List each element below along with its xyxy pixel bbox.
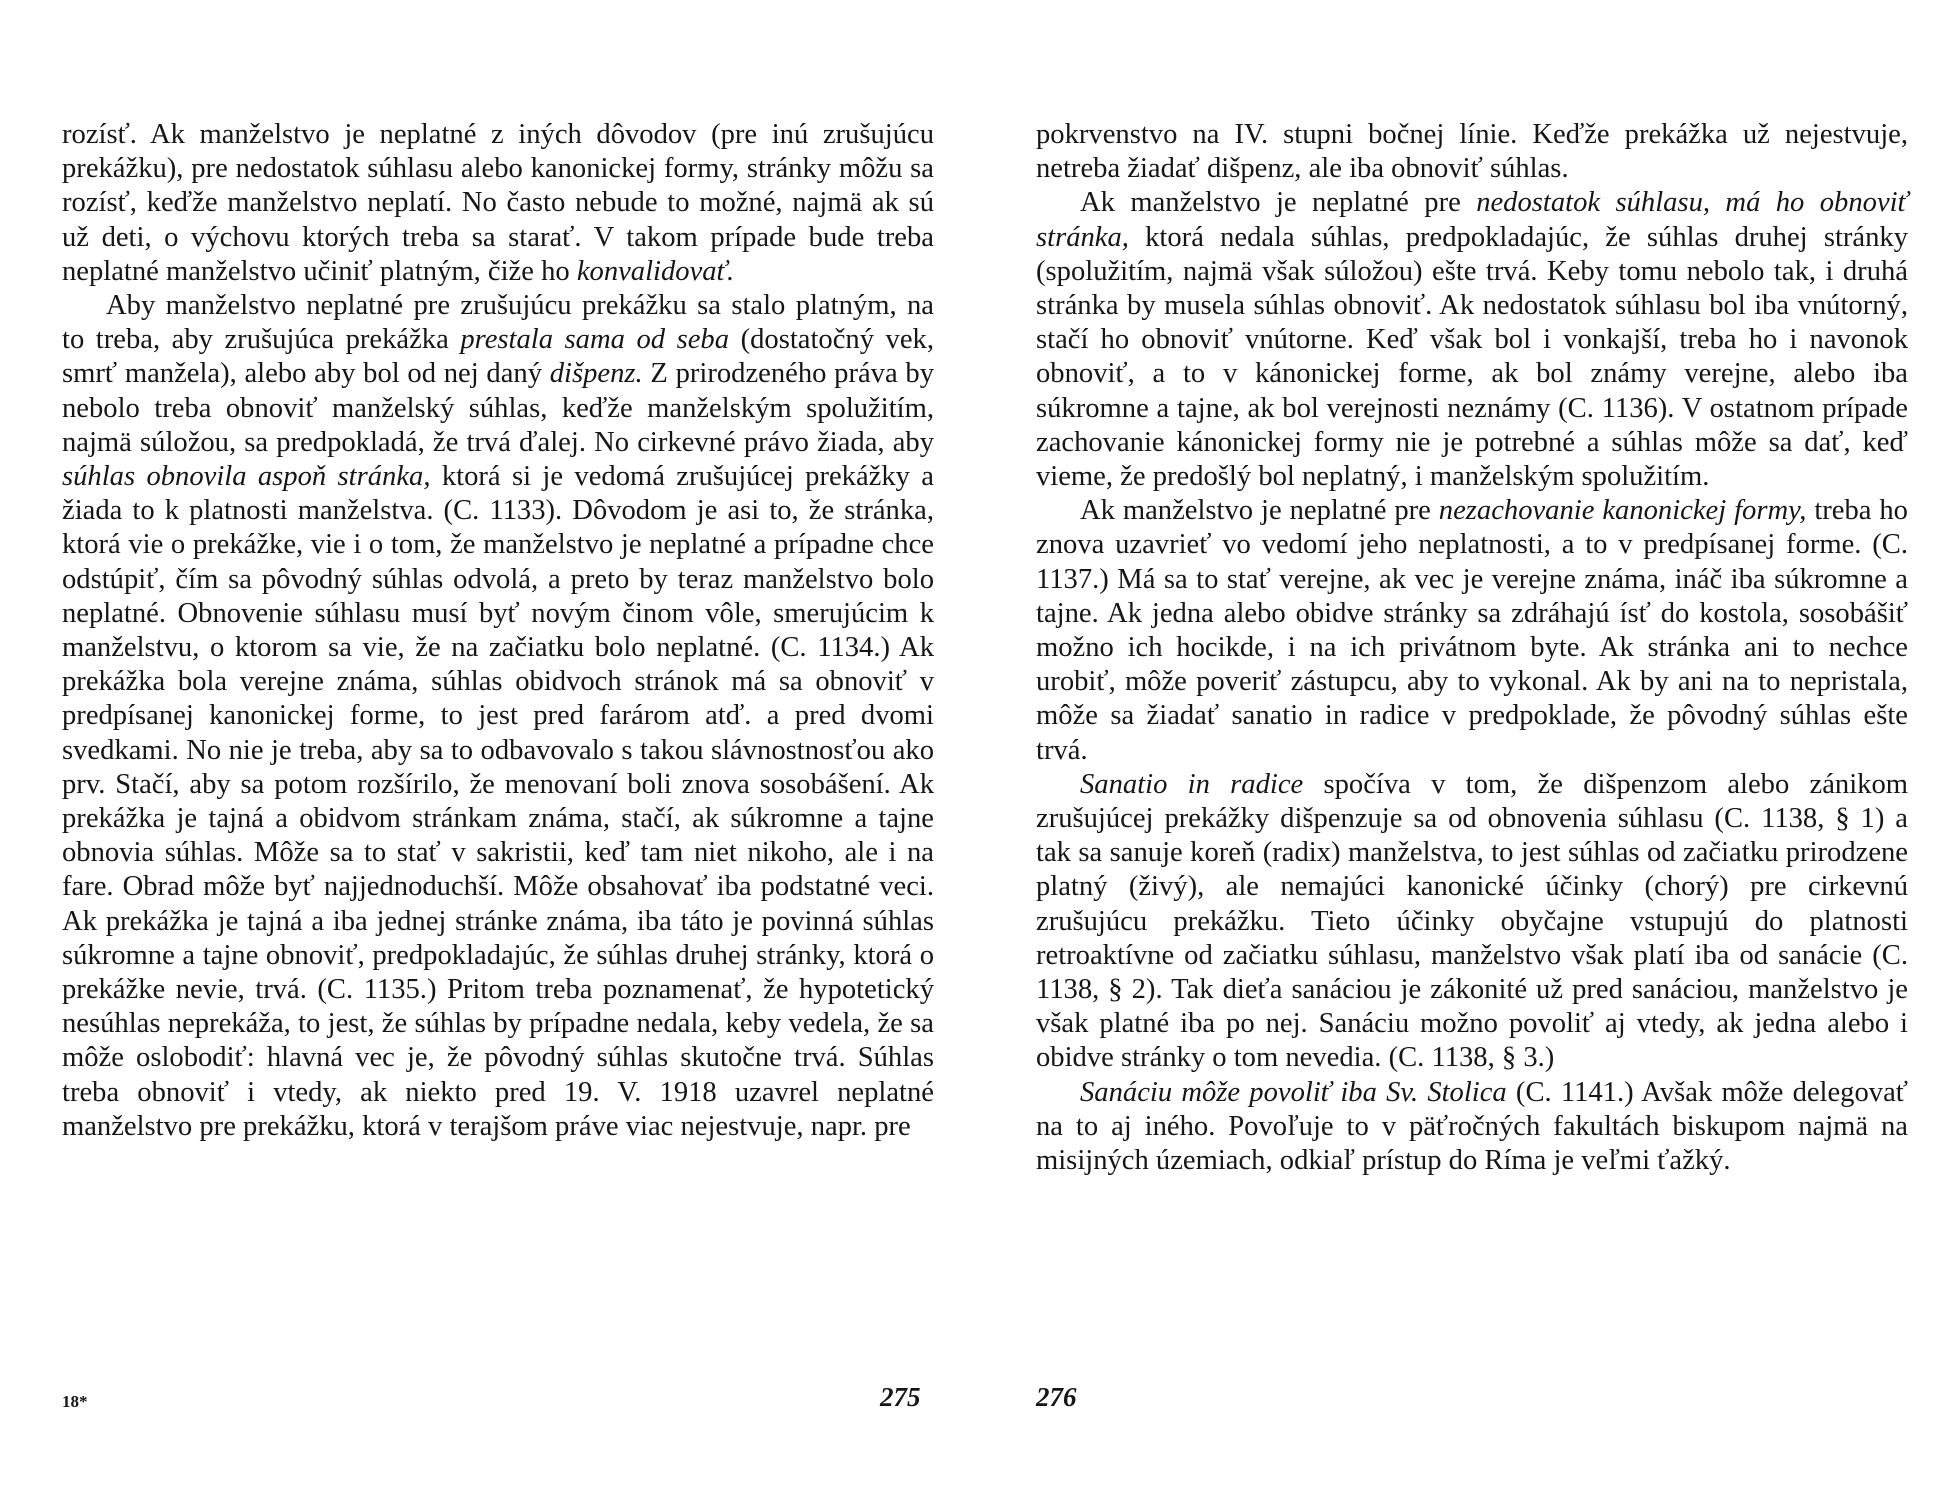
paragraph	[1036, 118, 1908, 186]
text-run: Ak manželstvo je neplatné pre	[1080, 187, 1477, 219]
paragraph	[1036, 186, 1908, 494]
page-number-right: 276	[1036, 1382, 1077, 1412]
italic-phrase: Sanatio in radice	[1080, 768, 1304, 800]
italic-phrase: dišpenz.	[549, 358, 643, 390]
right-page-text	[1036, 118, 1908, 1178]
text-run: (dostatočný vek, smrť manžela), alebo aby bol od nej daný	[62, 324, 934, 390]
text-run: Ak manželstvo je neplatné pre	[1080, 495, 1439, 527]
signature-mark: 18*	[62, 1392, 88, 1411]
text-run: ktorá nedala súhlas, predpokladajúc, že súhlas druhej stránky (spolužitím, najmä však súložou) ešte trvá. Keby tomu nebolo tak, i druhá stránka by musela súhlas obnoviť. Ak nedostatok súhlasu bol iba vnútorný, stačí ho obnoviť vnútorne. Keď však bol i vonkajší, treba ho i navonok obnoviť, a to v kánonickej forme, ak bol známy verejne, alebo iba súkromne a tajne, ak bol verejnosti neznámy (C. 1136). V ostatnom prípade zachovanie kánonickej formy nie je potrebné a súhlas môže sa dať, keď vieme, že predošlý bol neplatný, i manželským spolužitím.	[1036, 221, 1908, 493]
italic-phrase: nezachovanie kanonickej formy,	[1438, 495, 1807, 527]
page-number-left: 275	[880, 1382, 921, 1412]
italic-phrase: nedostatok súhlasu, má ho obnoviť stránka,	[1036, 187, 1908, 253]
text-run: treba ho znova uzavrieť vo vedomí jeho neplatnosti, a to v predpísanej forme. (C. 1137.) Má sa to stať verejne, ak vec je verejne známa, ináč iba súkromne a tajne. Ak jedna alebo obidve stránky sa zdráhajú ísť do kostola, sosobášiť možno ich hocikde, i na ich privátnom byte. Ak stránka ani to nechce urobiť, môže poveriť zástupcu, aby to vykonal. Ak by ani na to nepristala, môže sa žiadať sanatio in radice v predpoklade, že pôvodný súhlas ešte trvá.	[1036, 495, 1908, 766]
right-page	[1036, 118, 1908, 1178]
left-page	[62, 118, 934, 1144]
italic-phrase: prestala sama od seba	[460, 324, 730, 356]
italic-phrase: konvalidovať.	[576, 255, 735, 287]
text-run: pokrvenstvo na IV. stupni bočnej línie. Keďže prekážka už nejestvuje, netreba žiadať dišpenz, ale iba obnoviť súhlas.	[1036, 119, 1908, 185]
left-page-text	[62, 118, 934, 1144]
paragraph	[62, 289, 934, 1144]
text-run: rozísť. Ak manželstvo je neplatné z iných dôvodov (pre inú zrušujúcu prekážku), pre nedostatok súhlasu alebo kanonickej formy, stránky môžu sa rozísť, keďže manželstvo neplatí. No často nebude to možné, najmä ak sú už deti, o výchovu ktorých treba sa starať. V takom prípade bude treba neplatné manželstvo učiniť platným, čiže ho	[62, 119, 934, 287]
paragraph	[62, 118, 934, 289]
text-run: spočíva v tom, že dišpenzom alebo zánikom zrušujúcej prekážky dišpenzuje sa od obnovenia súhlasu (C. 1138, § 1) a tak sa sanuje koreň (radix) manželstva, to jest súhlas od začiatku prirodzene platný (živý), ale nemajúci kanonické účinky (chorý) pre cirkevnú zrušujúcu prekážku. Tieto účinky obyčajne vstupujú do platnosti retroaktívne od začiatku súhlasu, manželstvo však platí iba od sanácie (C. 1138, § 2). Tak dieťa sanáciou je zákonité už pred sanáciou, manželstvo je však platné iba po nej. Sanáciu možno povoliť aj vtedy, ak jedna alebo i obidve stránky o tom nevedia. (C. 1138, § 3.)	[1036, 768, 1908, 1074]
text-run: (C. 1141.) Avšak môže delegovať na to aj iného. Povoľuje to v päťročných fakultách biskupom najmä na misijných územiach, odkiaľ prístup do Ríma je veľmi ťažký.	[1036, 1076, 1908, 1177]
text-run: Z prirodzeného práva by nebolo treba obnoviť manželský súhlas, keďže manželským spolužitím, najmä súložou, sa predpokladá, že trvá ďalej. No cirkevné právo žiada, aby	[62, 358, 934, 458]
text-run: ktorá si je vedomá zrušujúcej prekážky a žiada to k platnosti manželstva. (C. 1133). Dôvodom je asi to, že stránka, ktorá vie o prekážke, vie i o tom, že manželstvo je neplatné a prípadne chce odstúpiť, čím sa pôvodný súhlas odvolá, a preto by teraz manželstvo bolo neplatné. Obnovenie súhlasu musí byť novým činom vôle, smerujúcim k manželstvu, o ktorom sa vie, že na začiatku bolo neplatné. (C. 1134.) Ak prekážka bola verejne známa, súhlas obidvoch stránok má sa obnoviť v predpísanej kanonickej forme, to jest pred farárom atď. a pred dvomi svedkami. No nie je treba, aby sa to odbavovalo s takou slávnostnosťou ako prv. Stačí, aby sa potom rozšírilo, že menovaní boli znova sosobášení. Ak prekážka je tajná a obidvom stránkam známa, stačí, ak súkromne a tajne obnovia súhlas. Môže sa to stať v sakristii, keď tam niet nikoho, ale i na fare. Obrad môže byť najjednoduchší. Môže obsahovať iba podstatné veci. Ak prekážka je tajná a iba jednej stránke známa, iba táto je povinná súhlas súkromne a tajne obnoviť, predpokladajúc, že súhlas druhej stránky, ktorá o prekážke nevie, trvá. (C. 1135.) Pritom treba poznamenať, že hypotetický nesúhlas neprekáža, to jest, že súhlas by prípadne nedala, keby vedela, že sa môže oslobodiť: hlavná vec je, že pôvodný súhlas skutočne trvá. Súhlas treba obnoviť i vtedy, ak niekto pred 19. V. 1918 uzavrel neplatné manželstvo pre prekážku, ktorá v terajšom práve viac nejestvuje, napr. pre	[62, 461, 934, 1142]
paragraph	[1036, 1076, 1908, 1179]
paragraph	[1036, 494, 1908, 768]
paragraph	[1036, 768, 1908, 1076]
italic-phrase: súhlas obnovila aspoň stránka,	[62, 461, 431, 493]
text-run: Aby manželstvo neplatné pre zrušujúcu prekážku sa stalo platným, na to treba, aby zrušujúca prekážka	[62, 290, 934, 356]
italic-phrase: Sanáciu môže povoliť iba Sv. Stolica	[1080, 1076, 1507, 1108]
